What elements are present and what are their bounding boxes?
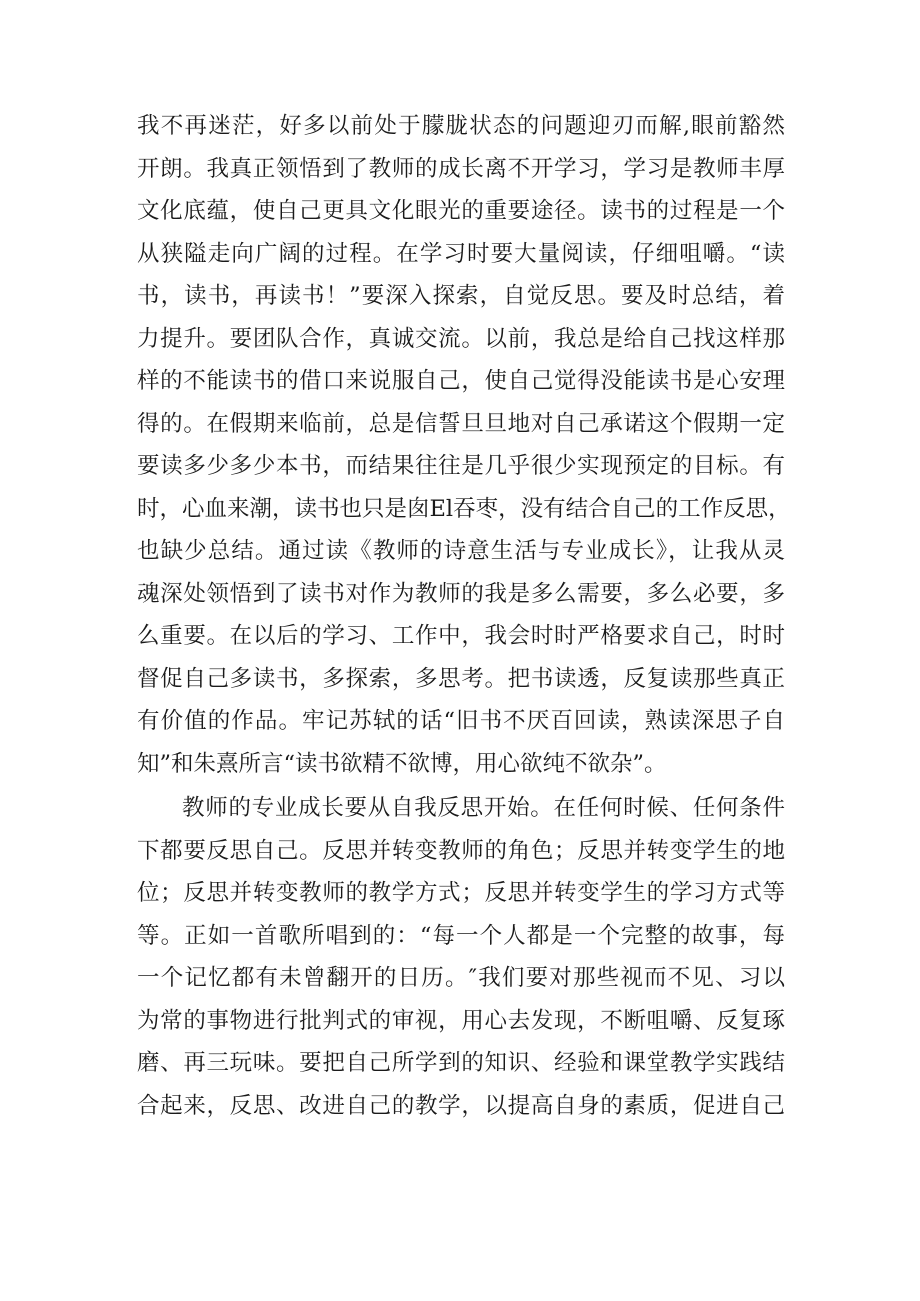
text-line: 等。正如一首歌所唱到的：“每一个人都是一个完整的故事，每	[137, 922, 785, 949]
text-line: 下都要反思自己。反思并转变教师的角色；反思并转变学生的地	[137, 837, 785, 864]
paragraph-reading-reflection	[137, 105, 791, 785]
text-line: 知”和朱熹所言“读书欲精不欲博，用心欲纯不欲杂”。	[137, 750, 667, 777]
text-line: 样的不能读书的借口来说服自己，使自己觉得没能读书是心安理	[137, 368, 785, 394]
text-line: 督促自己多读书，多探索，多思考。把书读透，反复读那些真正	[137, 665, 785, 692]
text-line: 从狭隘走向广阔的过程。在学习时要大量阅读，仔细咀嚼。“读	[137, 240, 785, 267]
text-line: 要读多少多少本书，而结果往往是几乎很少实现预定的目标。有	[137, 453, 785, 479]
document-body	[137, 105, 791, 1127]
text-line: 我不再迷茫，好多以前处于朦胧状态的问题迎刃而解,眼前豁然	[137, 113, 785, 139]
text-line: 磨、再三玩味。要把自己所学到的知识、经验和课堂教学实践结	[137, 1050, 785, 1076]
text-line: 魂深处领悟到了读书对作为教师的我是多么需要，多么必要，多	[137, 580, 785, 607]
text-line: 也缺少总结。通过读《教师的诗意生活与专业成长》，让我从灵	[137, 538, 785, 564]
text-line: 得的。在假期来临前，总是信誓旦旦地对自己承诺这个假期一定	[137, 410, 785, 437]
text-line: 一个记忆都有未曾翻开的日历。″我们要对那些视而不见、习以	[137, 965, 785, 991]
text-line: 教师的专业成长要从自我反思开始。在任何时候、任何条件	[182, 795, 785, 821]
text-line: 么重要。在以后的学习、工作中，我会时时严格要求自己，时时	[137, 623, 785, 649]
text-line: 开朗。我真正领悟到了教师的成长离不开学习，学习是教师丰厚	[137, 155, 785, 182]
text-line: 合起来，反思、改进自己的教学，以提高自身的素质，促进自己	[137, 1092, 785, 1119]
paragraph-self-reflection	[137, 787, 785, 1127]
text-line: 力提升。要团队合作，真诚交流。以前，我总是给自己找这样那	[137, 325, 785, 352]
text-line: 文化底蕴，使自己更具文化眼光的重要途径。读书的过程是一个	[137, 198, 785, 224]
text-line: 时，心血来潮，读书也只是囱El吞枣，没有结合自己的工作反思，	[137, 495, 791, 522]
text-line: 有价值的作品。牢记苏轼的话“旧书不厌百回读，熟读深思子自	[137, 708, 785, 734]
text-line: 为常的事物进行批判式的审视，用心去发现，不断咀嚼、反复琢	[137, 1007, 785, 1034]
text-line: 书，读书，再读书！”要深入探索，自觉反思。要及时总结，着	[137, 283, 785, 309]
text-line: 位；反思并转变教师的教学方式；反思并转变学生的学习方式等	[137, 880, 785, 906]
